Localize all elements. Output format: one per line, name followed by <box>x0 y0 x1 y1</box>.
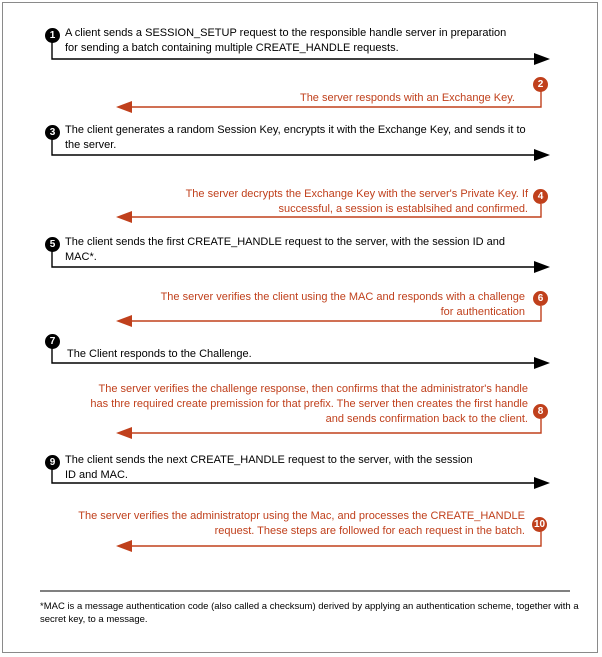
mac-footnote: *MAC is a message authentication code (also called a checksum) derived by applying an authentication scheme, together with a secret key, to a message. <box>40 601 579 625</box>
step-3-arrowhead <box>534 149 550 161</box>
step-5-text: The client sends the first CREATE_HANDLE request to the server, with the session ID and MAC*. <box>65 236 505 263</box>
step-9-arrowhead <box>534 477 550 489</box>
step-10-arrowhead <box>116 540 132 552</box>
step-3-text: The client generates a random Session Key, encrypts it with the Exchange Key, and sends it to the server. <box>65 124 526 151</box>
step-2-text: The server responds with an Exchange Key. <box>299 92 515 104</box>
step-5-arrowhead <box>534 261 550 273</box>
step-5-badge: 5 <box>45 237 60 252</box>
step-6-text: The server verifies the client using the MAC and responds with a challenge for authentication <box>160 291 525 318</box>
step-6-arrowhead <box>116 315 132 327</box>
step-3-badge: 3 <box>45 125 60 140</box>
step-7-badge: 7 <box>45 334 60 349</box>
step-10-badge: 10 <box>533 519 546 530</box>
step-1-badge: 1 <box>45 28 60 43</box>
step-7-arrowhead <box>534 357 550 369</box>
step-8-text: The server verifies the challenge response, then confirms that the administrator's handle has thre required create premission for that prefix. The server then creates the first handle and sends confirmation back to the client. <box>90 383 528 425</box>
step-4-badge: 4 <box>533 189 548 204</box>
step-9-text: The client sends the next CREATE_HANDLE request to the server, with the session ID and MAC. <box>65 454 473 481</box>
step-2-badge: 2 <box>533 77 548 92</box>
step-7-text: The Client responds to the Challenge. <box>67 348 252 360</box>
step-4-arrowhead <box>116 211 132 223</box>
step-4-text: The server decrypts the Exchange Key with the server's Private Key. If successful, a session is establsihed and confirmed. <box>185 188 528 215</box>
step-1-arrowhead <box>534 53 550 65</box>
step-8-arrowhead <box>116 427 132 439</box>
step-1-text: A client sends a SESSION_SETUP request to the responsible handle server in preparation for sending a batch containing multiple CREATE_HANDLE requests. <box>65 27 507 54</box>
step-6-badge: 6 <box>533 291 548 306</box>
step-8-badge: 8 <box>533 404 548 419</box>
step-2-arrowhead <box>116 101 132 113</box>
step-9-badge: 9 <box>45 455 60 470</box>
step-10-text: The server verifies the administratopr using the Mac, and processes the CREATE_HANDLE request. These steps are followed for each request in the batch. <box>78 510 525 537</box>
